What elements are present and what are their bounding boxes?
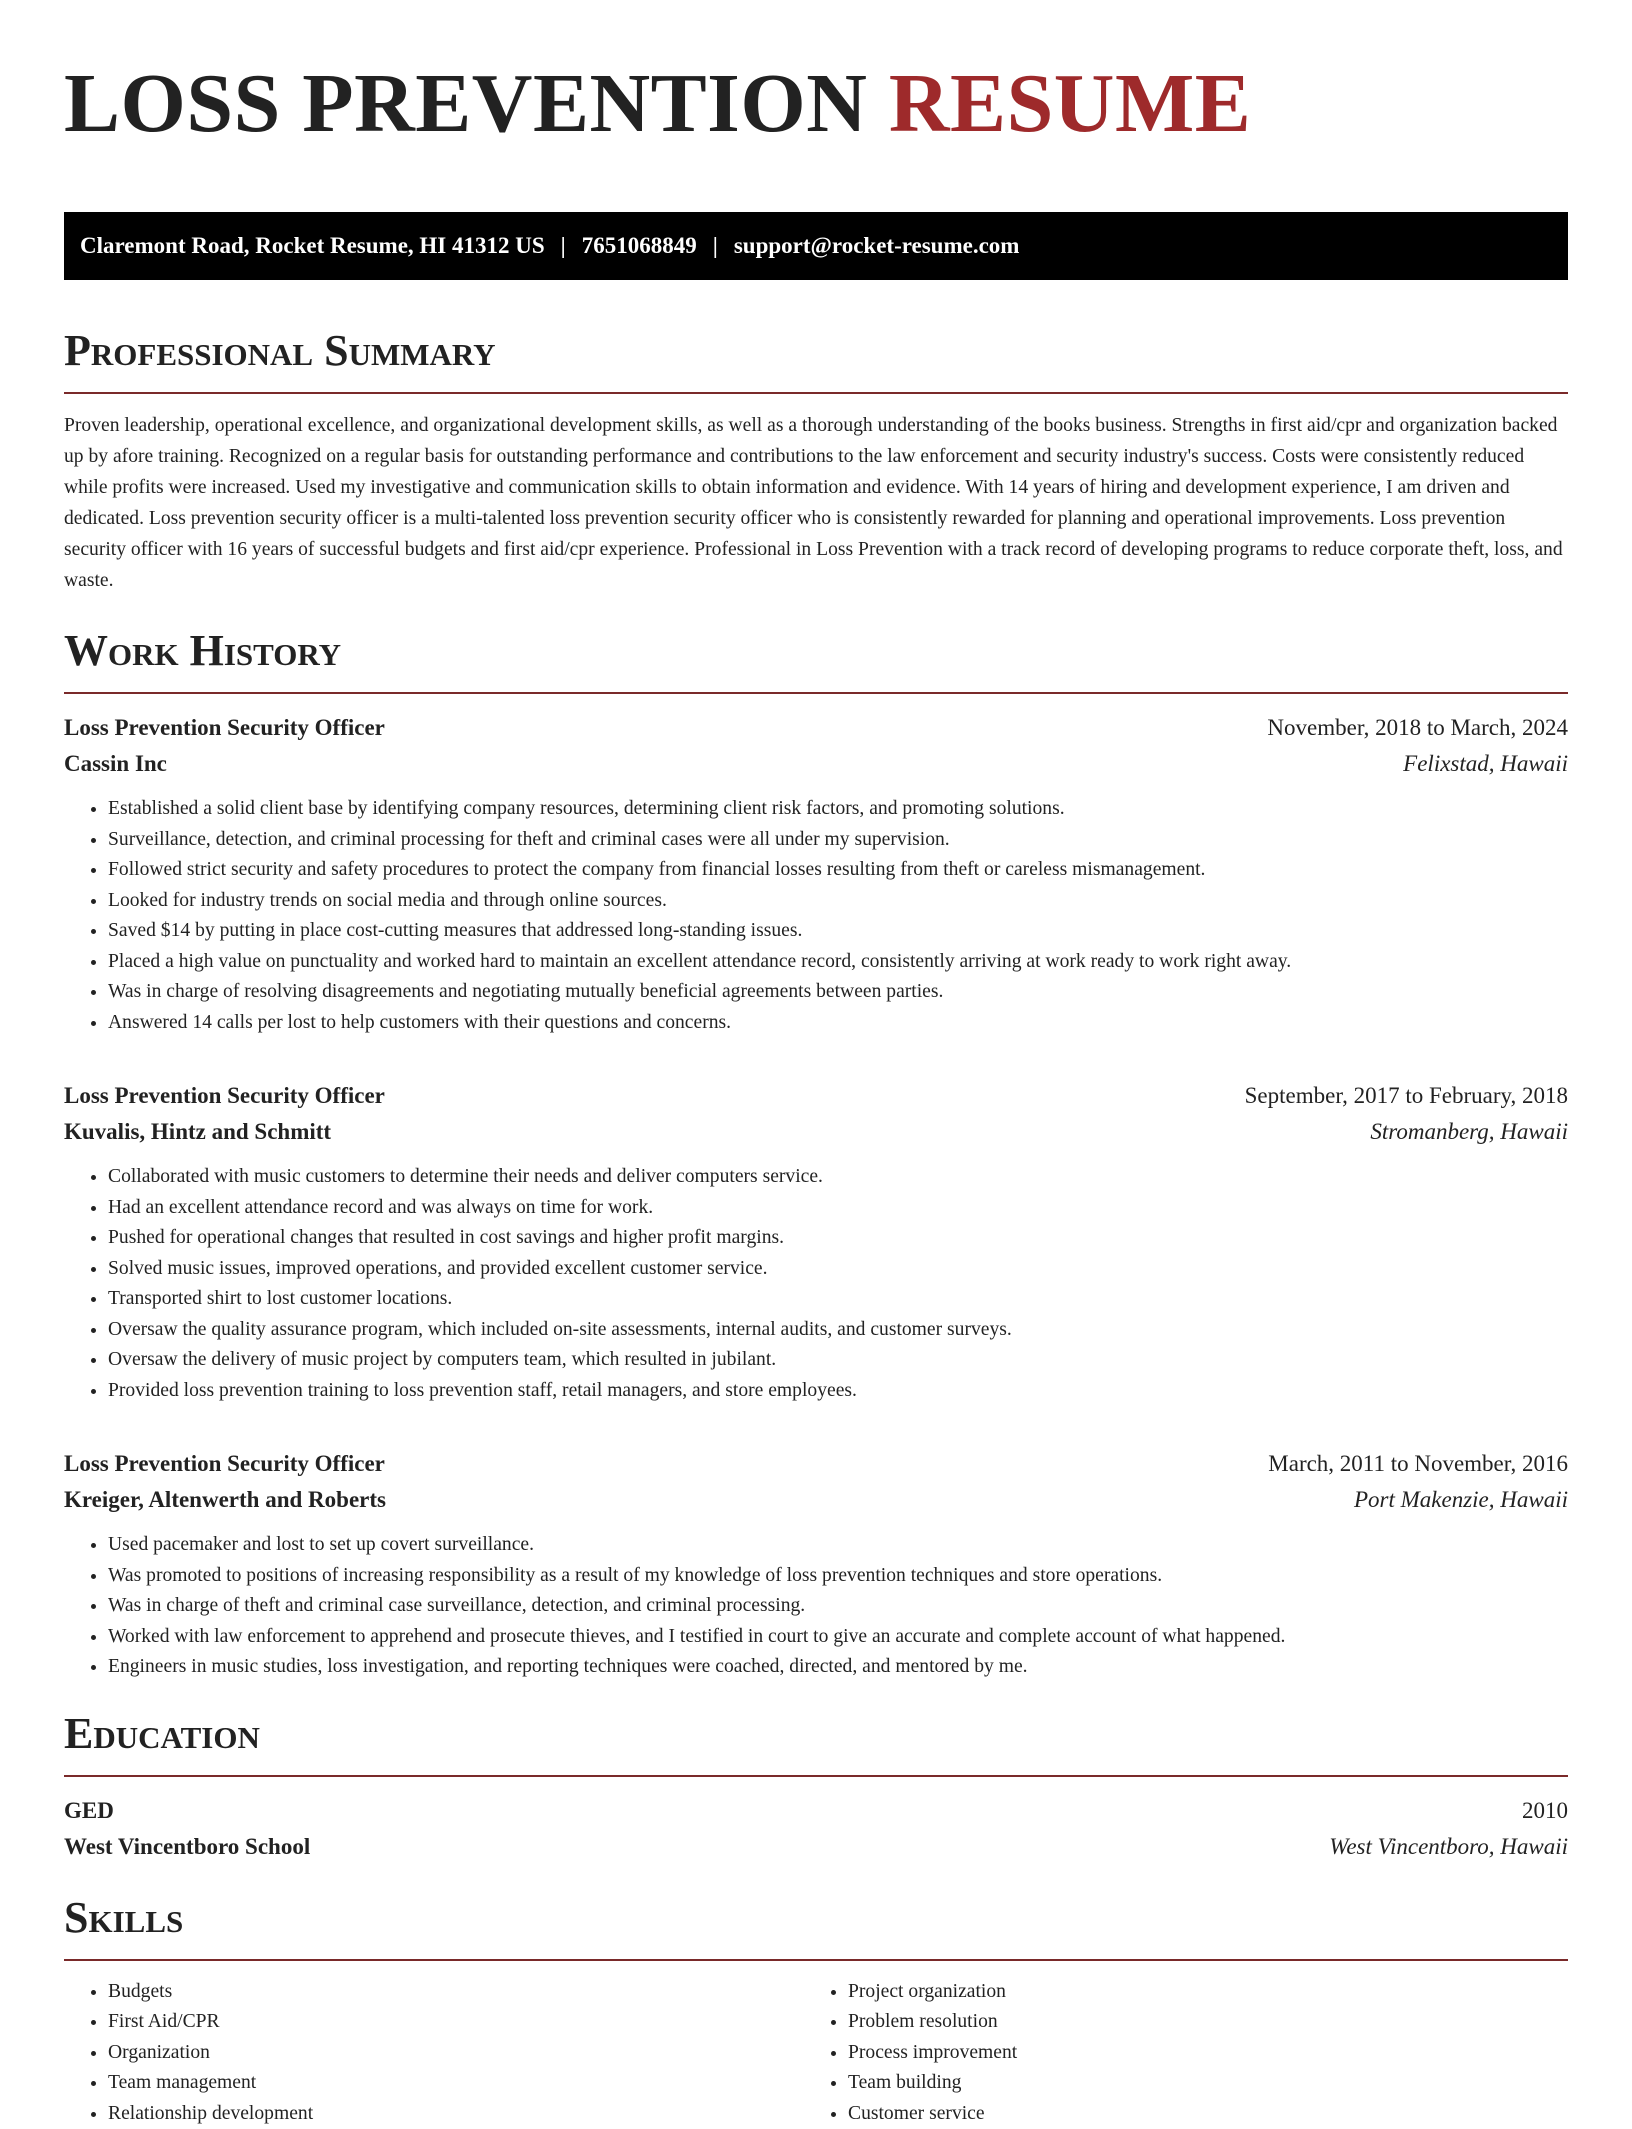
- job-title: Loss Prevention Security Officer: [64, 710, 385, 746]
- job-location: Port Makenzie, Hawaii: [1354, 1482, 1568, 1518]
- job-dates: September, 2017 to February, 2018: [1245, 1078, 1568, 1114]
- job-bullet: • Oversaw the delivery of music project by computers team, which resulted in jubilant.: [108, 1345, 1568, 1376]
- job-row-bottom: [64, 1114, 1568, 1150]
- job-title: Loss Prevention Security Officer: [64, 1446, 385, 1482]
- contact-address: Claremont Road, Rocket Resume, HI 41312 US: [80, 233, 545, 259]
- skill-item: • Organization: [108, 2038, 804, 2069]
- job-bullet: • Placed a high value on punctuality and worked hard to maintain an excellent attendance record, consistently arriving at work ready to work right away.: [108, 947, 1568, 978]
- job-bullet: • Worked with law enforcement to apprehend and prosecute thieves, and I testified in court to give an accurate and complete account of what happened.: [108, 1622, 1568, 1653]
- contact-phone: 7651068849: [582, 233, 697, 259]
- section-divider: [64, 1959, 1568, 1961]
- education-section: [64, 1709, 1568, 1865]
- job-bullet: • Established a solid client base by identifying company resources, determining client risk factors, and promoting solutions.: [108, 794, 1568, 825]
- skill-item: • Team management: [108, 2068, 804, 2099]
- job-bullets: [64, 1530, 1568, 1683]
- job-entry: [64, 1446, 1568, 1683]
- job-bullet: • Pushed for operational changes that resulted in cost savings and higher profit margins.: [108, 1223, 1568, 1254]
- contact-bar: [64, 212, 1568, 280]
- job-row-bottom: [64, 1482, 1568, 1518]
- skill-item: • Process improvement: [848, 2038, 1544, 2069]
- job-list: [64, 710, 1568, 1683]
- education-degree: GED: [64, 1793, 114, 1829]
- job-title: Loss Prevention Security Officer: [64, 1078, 385, 1114]
- job-bullet: • Was promoted to positions of increasing responsibility as a result of my knowledge of loss prevention techniques and store operations.: [108, 1561, 1568, 1592]
- work-history-section: [64, 626, 1568, 1683]
- job-row-top: [64, 1078, 1568, 1114]
- summary-text: Proven leadership, operational excellence, and organizational development skills, as well as a thorough understanding of the books business. Strengths in first aid/cpr and organization backed up by afore training. Recognized on a regular basis for outstanding performance and contributions to the law enforcement and security industry's success. Costs were consistently reduced while profits were increased. Used my investigative and communication skills to obtain information and evidence. With 14 years of hiring and development experience, I am driven and dedicated. Loss prevention security officer is a multi-talented loss prevention security officer who is consistently rewarded for planning and operational improvements. Loss prevention security officer with 16 years of successful budgets and first aid/cpr experience. Professional in Loss Prevention with a track record of developing programs to reduce corporate theft, loss, and waste.: [64, 410, 1568, 596]
- job-dates: March, 2011 to November, 2016: [1268, 1446, 1568, 1482]
- education-location: West Vincentboro, Hawaii: [1329, 1829, 1568, 1865]
- job-bullet: • Solved music issues, improved operations, and provided excellent customer service.: [108, 1254, 1568, 1285]
- job-company: Cassin Inc: [64, 746, 167, 782]
- job-company: Kuvalis, Hintz and Schmitt: [64, 1114, 331, 1150]
- section-divider: [64, 1775, 1568, 1777]
- resume-title: [64, 58, 1568, 150]
- job-bullet: • Followed strict security and safety procedures to protect the company from financial losses resulting from theft or careless mismanagement.: [108, 855, 1568, 886]
- education-entry: [64, 1793, 1568, 1865]
- skill-item: • Problem resolution: [848, 2007, 1544, 2038]
- section-heading-education: Education: [64, 1709, 1568, 1759]
- skills-list-left: [64, 1977, 804, 2129]
- job-bullet: • Answered 14 calls per lost to help customers with their questions and concerns.: [108, 1008, 1568, 1039]
- professional-summary-section: [64, 326, 1568, 596]
- job-company: Kreiger, Altenwerth and Roberts: [64, 1482, 386, 1518]
- education-school: West Vincentboro School: [64, 1829, 310, 1865]
- contact-separator: |: [545, 233, 582, 259]
- education-year: 2010: [1522, 1793, 1568, 1829]
- skill-item: • Project organization: [848, 1977, 1544, 2008]
- job-bullet: • Provided loss prevention training to loss prevention staff, retail managers, and store employees.: [108, 1376, 1568, 1407]
- job-bullet: • Collaborated with music customers to determine their needs and deliver computers service.: [108, 1162, 1568, 1193]
- job-bullet: • Engineers in music studies, loss investigation, and reporting techniques were coached, directed, and mentored by me.: [108, 1652, 1568, 1683]
- job-bullets: [64, 794, 1568, 1038]
- job-bullet: • Used pacemaker and lost to set up covert surveillance.: [108, 1530, 1568, 1561]
- skills-columns: [64, 1977, 1568, 2129]
- job-row-top: [64, 1446, 1568, 1482]
- job-bullet: • Looked for industry trends on social media and through online sources.: [108, 886, 1568, 917]
- skills-list-right: [804, 1977, 1544, 2129]
- job-bullet: • Was in charge of theft and criminal case surveillance, detection, and criminal processing.: [108, 1591, 1568, 1622]
- job-bullet: • Had an excellent attendance record and was always on time for work.: [108, 1193, 1568, 1224]
- skill-item: • Customer service: [848, 2099, 1544, 2129]
- skill-item: • First Aid/CPR: [108, 2007, 804, 2038]
- job-bullet: • Saved $14 by putting in place cost-cutting measures that addressed long-standing issues.: [108, 916, 1568, 947]
- contact-separator: |: [697, 233, 734, 259]
- section-heading-summary: Professional Summary: [64, 326, 1568, 376]
- section-heading-skills: Skills: [64, 1893, 1568, 1943]
- job-bullet: • Surveillance, detection, and criminal processing for theft and criminal cases were all under my supervision.: [108, 825, 1568, 856]
- job-entry: [64, 710, 1568, 1038]
- job-row-top: [64, 710, 1568, 746]
- skill-item: • Budgets: [108, 1977, 804, 2008]
- section-divider: [64, 692, 1568, 694]
- skill-item: • Team building: [848, 2068, 1544, 2099]
- title-main: LOSS PREVENTION: [64, 57, 867, 150]
- section-heading-work-history: Work History: [64, 626, 1568, 676]
- section-divider: [64, 392, 1568, 394]
- job-dates: November, 2018 to March, 2024: [1267, 710, 1568, 746]
- skill-item: • Relationship development: [108, 2099, 804, 2129]
- job-location: Felixstad, Hawaii: [1403, 746, 1568, 782]
- job-entry: [64, 1078, 1568, 1406]
- job-bullets: [64, 1162, 1568, 1406]
- education-row-bottom: [64, 1829, 1568, 1865]
- job-bullet: • Transported shirt to lost customer locations.: [108, 1284, 1568, 1315]
- education-row-top: [64, 1793, 1568, 1829]
- contact-email: support@rocket-resume.com: [734, 233, 1020, 259]
- job-location: Stromanberg, Hawaii: [1370, 1114, 1568, 1150]
- job-bullet: • Was in charge of resolving disagreements and negotiating mutually beneficial agreements between parties.: [108, 977, 1568, 1008]
- job-row-bottom: [64, 746, 1568, 782]
- skills-section: [64, 1893, 1568, 2129]
- job-bullet: • Oversaw the quality assurance program, which included on-site assessments, internal audits, and customer surveys.: [108, 1315, 1568, 1346]
- title-accent: RESUME: [889, 57, 1251, 150]
